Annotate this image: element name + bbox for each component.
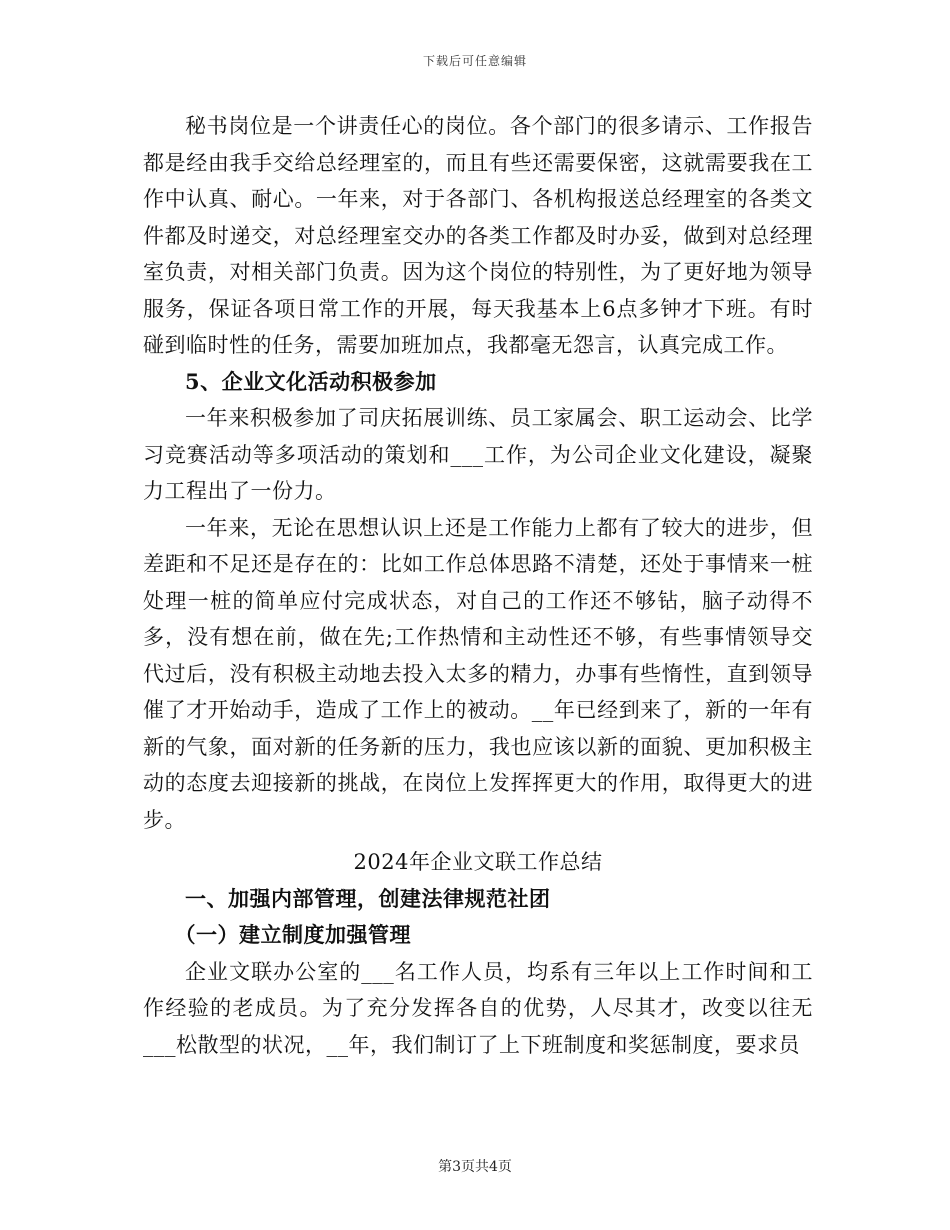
- heading-culture-activities: 5、企业文化活动积极参加: [185, 368, 437, 394]
- paragraph-secretary-role: 秘书岗位是一个讲责任心的岗位。各个部门的很多请示、工作报告都是经由我手交给总经理室的，而且有些还需要保密，这就需要我在工作中认真、耐心。一年来，对于各部门、各机构报送总经理室的各类文件都及时递交，对总经理室交办的各类工作都及时办妥，做到对总经理室负责，对相关部门负责。因为这个岗位的特别性，为了更好地为领导服务，保证各项日常工作的开展，每天我基本上6点多钟才下班。有时碰到临时性的任务，需要加班加点，我都毫无怨言，认真完成工作。: [143, 114, 813, 357]
- page-number: 第3页共4页: [438, 1159, 512, 1175]
- page-header: 下载后可任意编辑: [422, 54, 527, 68]
- section-heading-internal-management: 一、加强内部管理，创建法律规范社团: [185, 885, 551, 911]
- paragraph-office-staff: 企业文联办公室的___名工作人员，均系有三年以上工作时间和工作经验的老成员。为了充分发挥各自的优势，人尽其才，改变以往无___松散型的状况，__年，我们制订了上下班制度和奖惩制度，要求员: [143, 959, 813, 1057]
- document-body: [143, 108, 813, 1063]
- subsection-heading-rules: （一）建立制度加强管理: [174, 922, 411, 947]
- document-title: 2024年企业文联工作总结: [353, 850, 603, 874]
- paragraph-activities: 一年来积极参加了司庆拓展训练、员工家属会、职工运动会、比学习竞赛活动等多项活动的策划和___工作，为公司企业文化建设，凝聚力工程出了一份力。: [143, 406, 813, 503]
- paragraph-self-review: 一年来，无论在思想认识上还是工作能力上都有了较大的进步，但差距和不足还是存在的：比如工作总体思路不清楚，还处于事情来一桩处理一桩的简单应付完成状态，对自己的工作还不够钻，脑子动得不多，没有想在前，做在先;工作热情和主动性还不够，有些事情领导交代过后，没有积极主动地去投入太多的精力，办事有些惰性，直到领导催了才开始动手，造成了工作上的被动。__年已经到来了，新的一年有新的气象，面对新的任务新的压力，我也应该以新的面貌、更加积极主动的态度去迎接新的挑战，在岗位上发挥挥更大的作用，取得更大的进步。: [143, 515, 813, 832]
